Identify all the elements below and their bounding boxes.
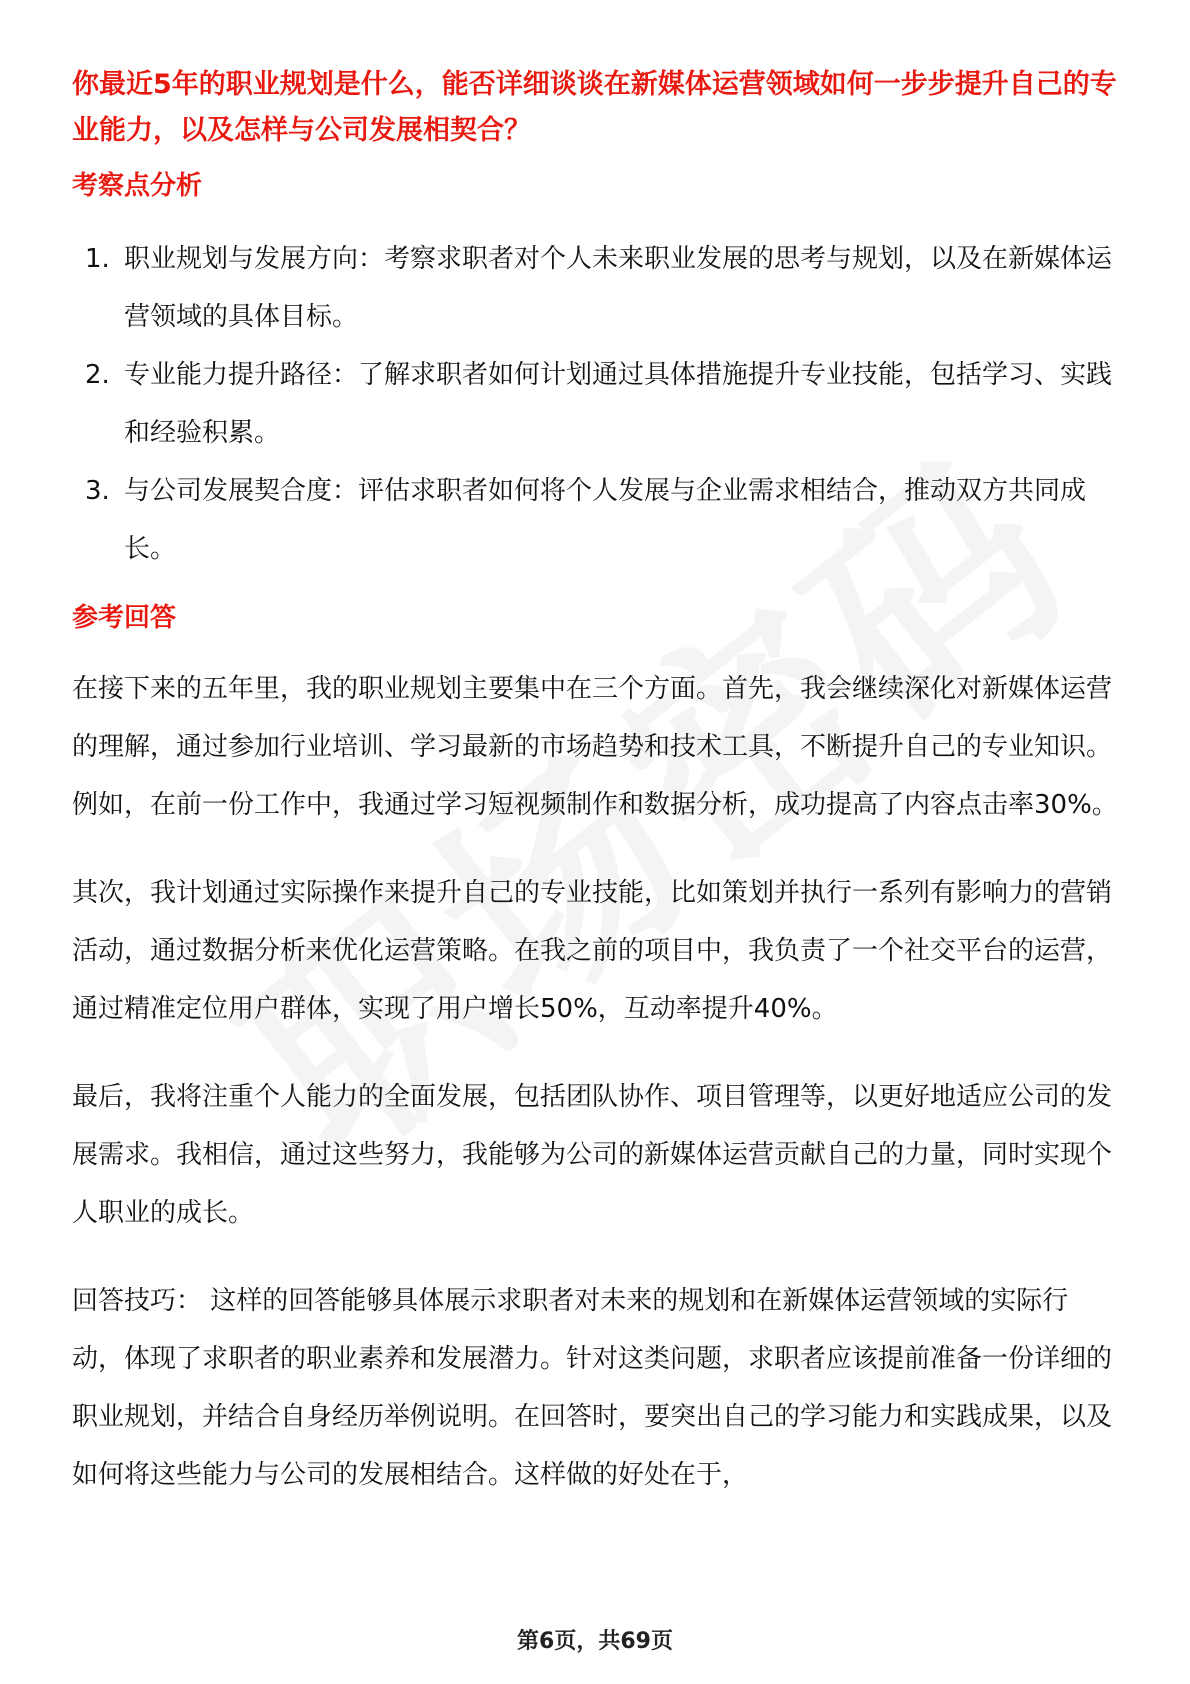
analysis-title: 考察点分析 bbox=[72, 171, 203, 201]
point-number: 1. bbox=[85, 244, 110, 274]
question-heading: 你最近5年的职业规划是什么，能否详细谈谈在新媒体运营领域如何一步步提升自己的专业能力，以及怎样与公司发展相契合？ bbox=[72, 69, 1117, 146]
analysis-point bbox=[72, 346, 1118, 462]
answer-paragraph: 在接下来的五年里，我的职业规划主要集中在三个方面。首先，我会继续深化对新媒体运营的理解，通过参加行业培训、学习最新的市场趋势和技术工具，不断提升自己的专业知识。例如，在前一份工作中，我通过学习短视频制作和数据分析，成功提高了内容点击率30%。 bbox=[72, 674, 1118, 820]
point-text: 职业规划与发展方向：考察求职者对个人未来职业发展的思考与规划，以及在新媒体运营领域的具体目标。 bbox=[124, 244, 1113, 332]
point-text: 专业能力提升路径：了解求职者如何计划通过具体措施提升专业技能，包括学习、实践和经验积累。 bbox=[124, 360, 1113, 448]
analysis-point bbox=[72, 462, 1118, 578]
point-number: 2. bbox=[85, 360, 110, 390]
answer-title: 参考回答 bbox=[72, 603, 177, 633]
answer-tips: 回答技巧： 这样的回答能够具体展示求职者对未来的规划和在新媒体运营领域的实际行动，体现了求职者的职业素养和发展潜力。针对这类问题，求职者应该提前准备一份详细的职业规划，并结合自身经历举例说明。在回答时，要突出自己的学习能力和实践成果，以及如何将这些能力与公司的发展相结合。这样做的好处在于， bbox=[72, 1286, 1113, 1490]
content bbox=[72, 62, 1118, 1504]
answer-paragraph: 其次，我计划通过实际操作来提升自己的专业技能，比如策划并执行一系列有影响力的营销活动，通过数据分析来优化运营策略。在我之前的项目中，我负责了一个社交平台的运营，通过精准定位用户群体，实现了用户增长50%，互动率提升40%。 bbox=[72, 878, 1113, 1024]
answer-paragraph: 最后，我将注重个人能力的全面发展，包括团队协作、项目管理等，以更好地适应公司的发展需求。我相信，通过这些努力，我能够为公司的新媒体运营贡献自己的力量，同时实现个人职业的成长。 bbox=[72, 1082, 1113, 1228]
point-number: 3. bbox=[85, 476, 110, 506]
page-number: 第6页，共69页 bbox=[517, 1629, 673, 1654]
analysis-point bbox=[72, 230, 1118, 346]
analysis-list bbox=[72, 230, 1118, 578]
point-text: 与公司发展契合度：评估求职者如何将个人发展与企业需求相结合，推动双方共同成长。 bbox=[124, 476, 1087, 564]
